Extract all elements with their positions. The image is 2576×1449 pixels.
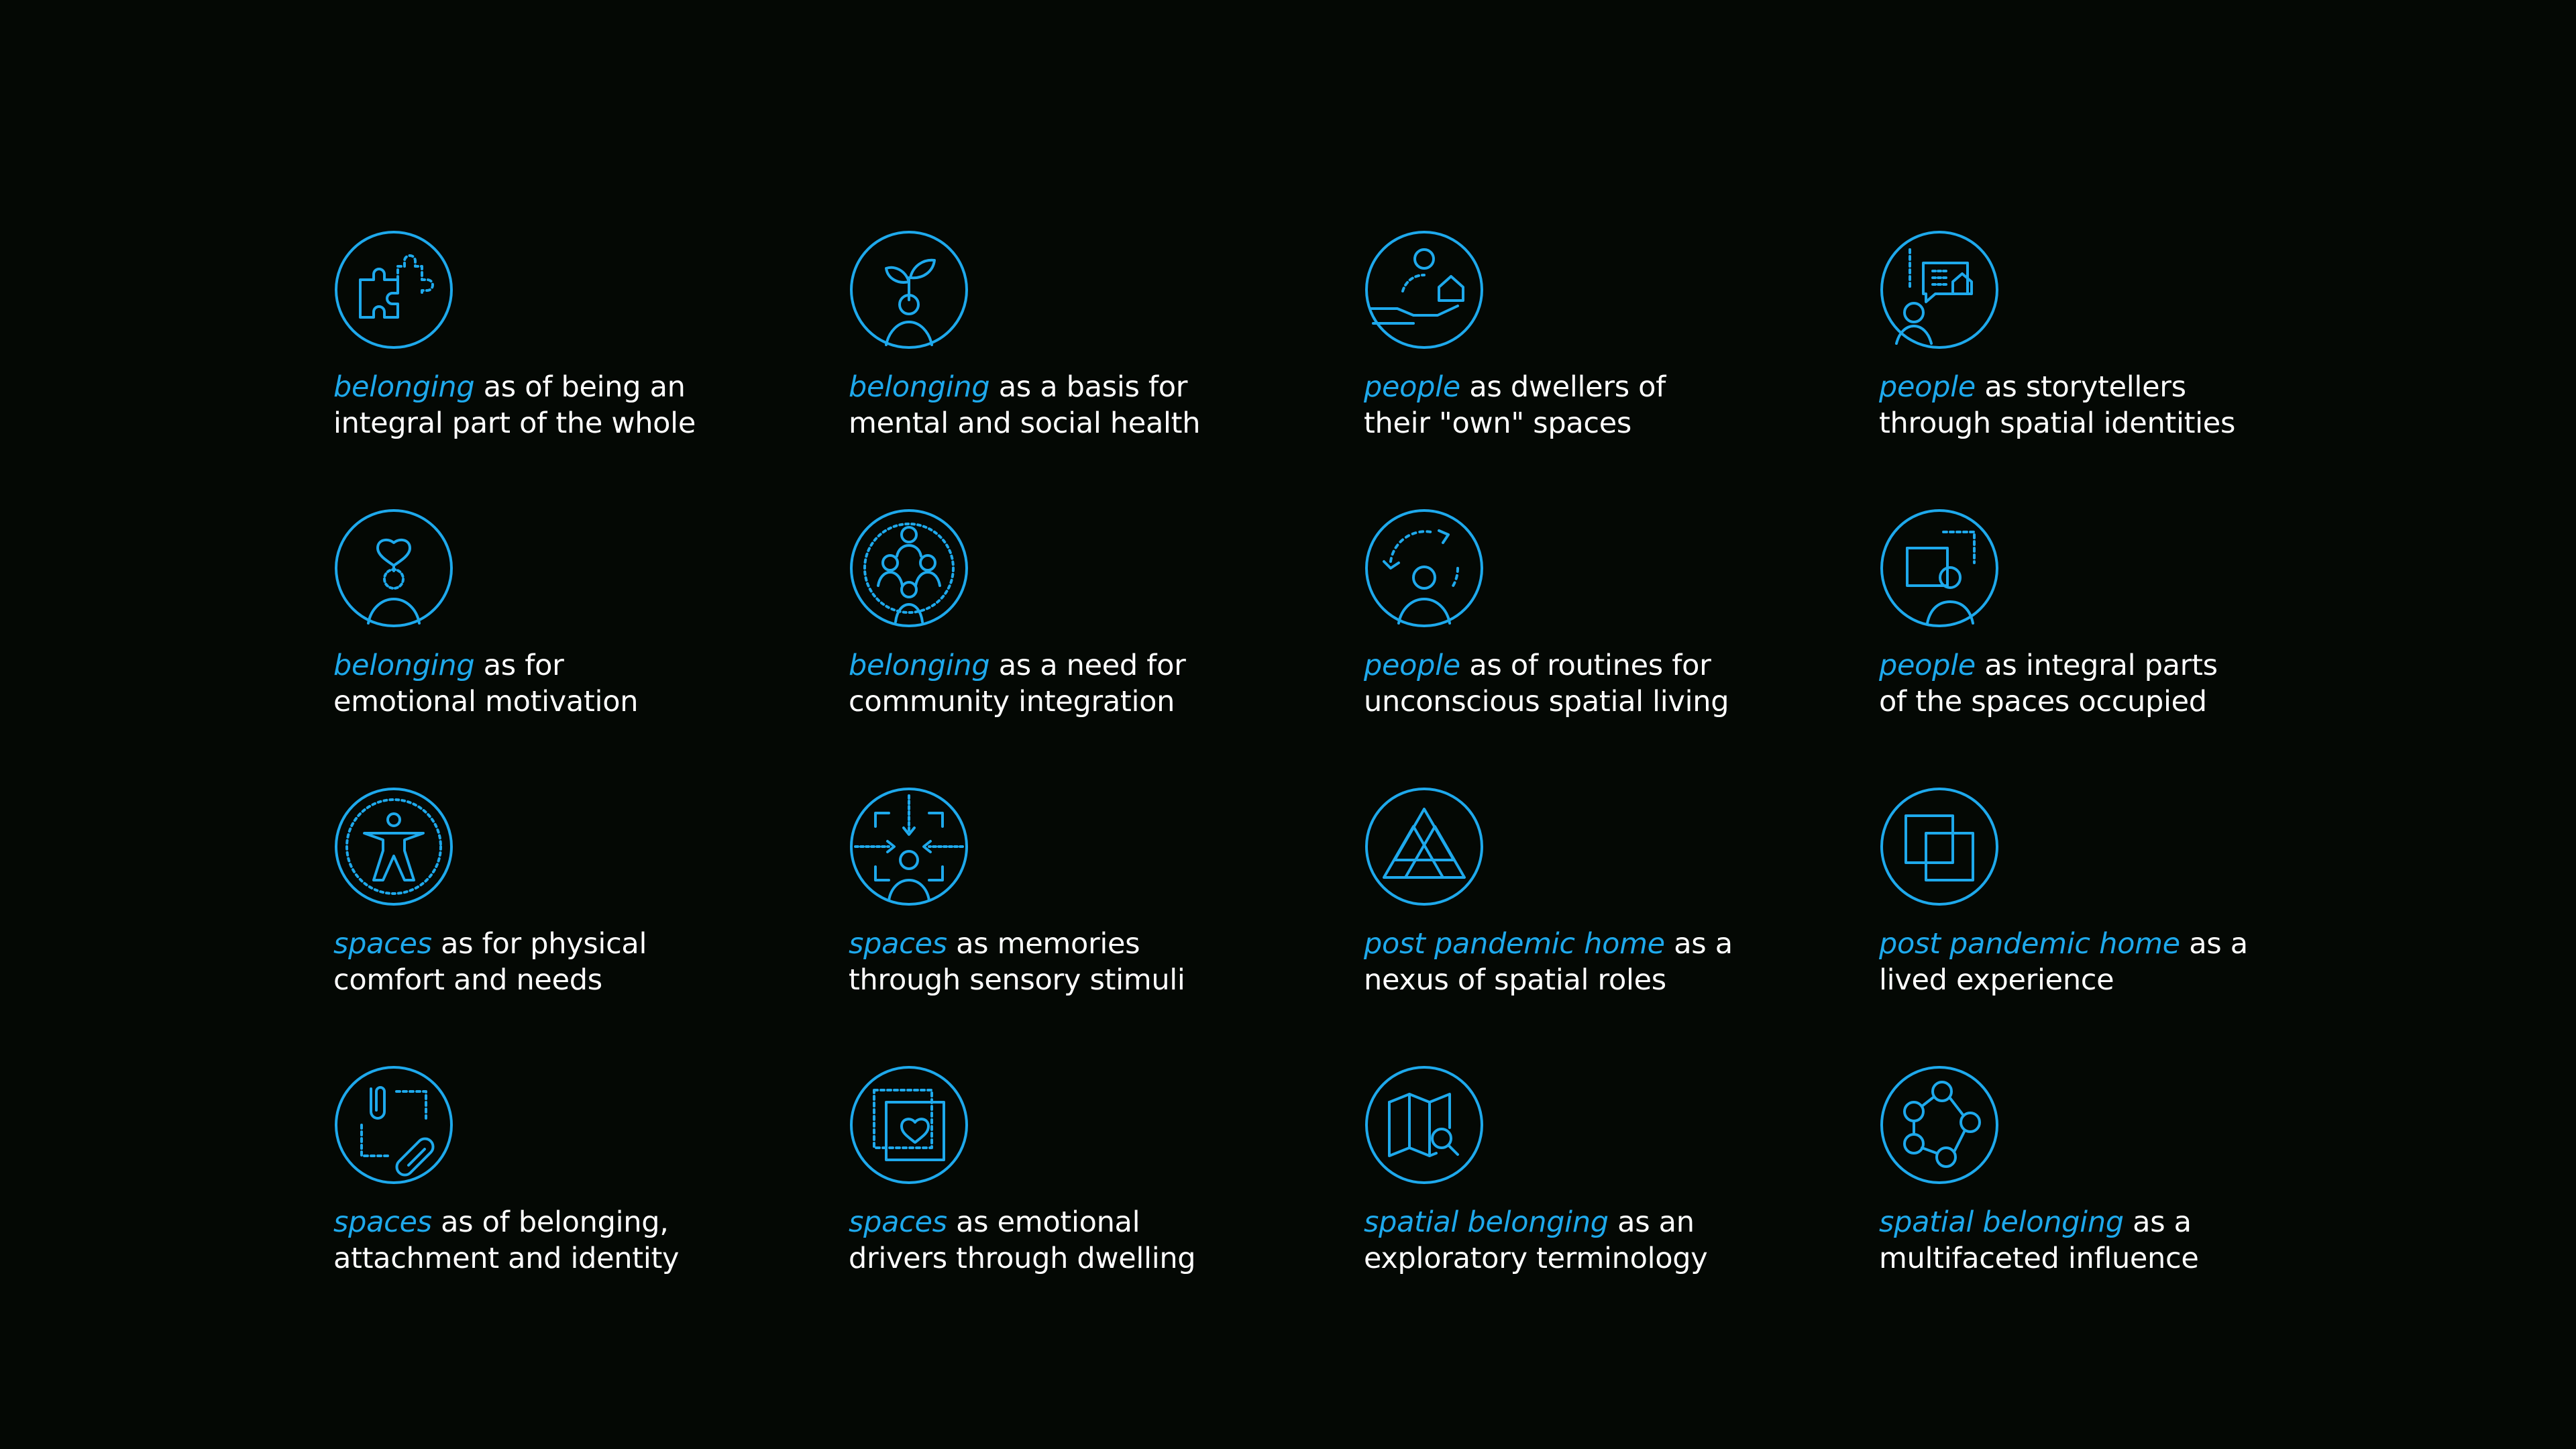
person-hand-home-icon [1364,229,1485,350]
plant-sprout-icon [849,229,969,350]
map-search-icon [1364,1065,1485,1185]
concept-keyword: spaces [333,1205,432,1239]
concept-keyword: spatial belonging [1879,1205,2124,1239]
concept-keyword: spatial belonging [1364,1205,1609,1239]
heart-frame-icon [849,1065,969,1185]
concept-caption: spaces as emotional drivers through dwelling [849,1205,1196,1275]
concept-keyword: belonging [333,370,475,404]
concept-keyword: spaces [849,927,947,961]
overlapping-squares-icon [1879,786,2000,907]
concept-caption: people as of routines for unconscious spatial living [1364,649,1729,718]
concept-caption: people as storytellers through spatial identities [1879,370,2236,440]
concept-caption: people as dwellers of their "own" spaces [1364,370,1666,440]
concept-caption: spaces as memories through sensory stimuli [849,927,1185,997]
concept-keyword: spaces [849,1205,947,1239]
concept-caption: spaces as for physical comfort and needs [333,927,647,997]
concept-caption: belonging as a basis for mental and social health [849,370,1201,440]
puzzle-icon [333,229,454,350]
concept-keyword: post pandemic home [1879,927,2180,961]
concept-keyword: belonging [849,649,990,682]
concept-caption: spatial belonging as an exploratory terminology [1364,1205,1708,1275]
concept-caption: belonging as a need for community integration [849,649,1186,718]
person-cycle-arrows-icon [1364,508,1485,629]
concept-caption: post pandemic home as a nexus of spatial roles [1364,927,1733,997]
clip-link-icon [333,1065,454,1185]
concept-keyword: post pandemic home [1364,927,1665,961]
network-nodes-icon [1879,1065,2000,1185]
overlapping-triangles-icon [1364,786,1485,907]
concept-caption: belonging as for emotional motivation [333,649,639,718]
person-focus-arrows-icon [849,786,969,907]
accessibility-person-icon [333,786,454,907]
concept-caption: people as integral parts of the spaces occupied [1879,649,2218,718]
concept-caption: post pandemic home as a lived experience [1879,927,2248,997]
community-group-icon [849,508,969,629]
concept-keyword: belonging [333,649,475,682]
person-chat-home-icon [1879,229,2000,350]
concept-caption: belonging as of being an integral part of the whole [333,370,696,440]
concept-keyword: people [1364,649,1460,682]
concept-keyword: spaces [333,927,432,961]
concept-keyword: people [1879,370,1976,404]
concept-keyword: people [1879,649,1976,682]
concept-caption: spaces as of belonging, attachment and identity [333,1205,680,1275]
concept-keyword: belonging [849,370,990,404]
concept-caption: spatial belonging as a multifaceted influence [1879,1205,2199,1275]
person-in-frame-icon [1879,508,2000,629]
person-heart-icon [333,508,454,629]
concept-keyword: people [1364,370,1460,404]
